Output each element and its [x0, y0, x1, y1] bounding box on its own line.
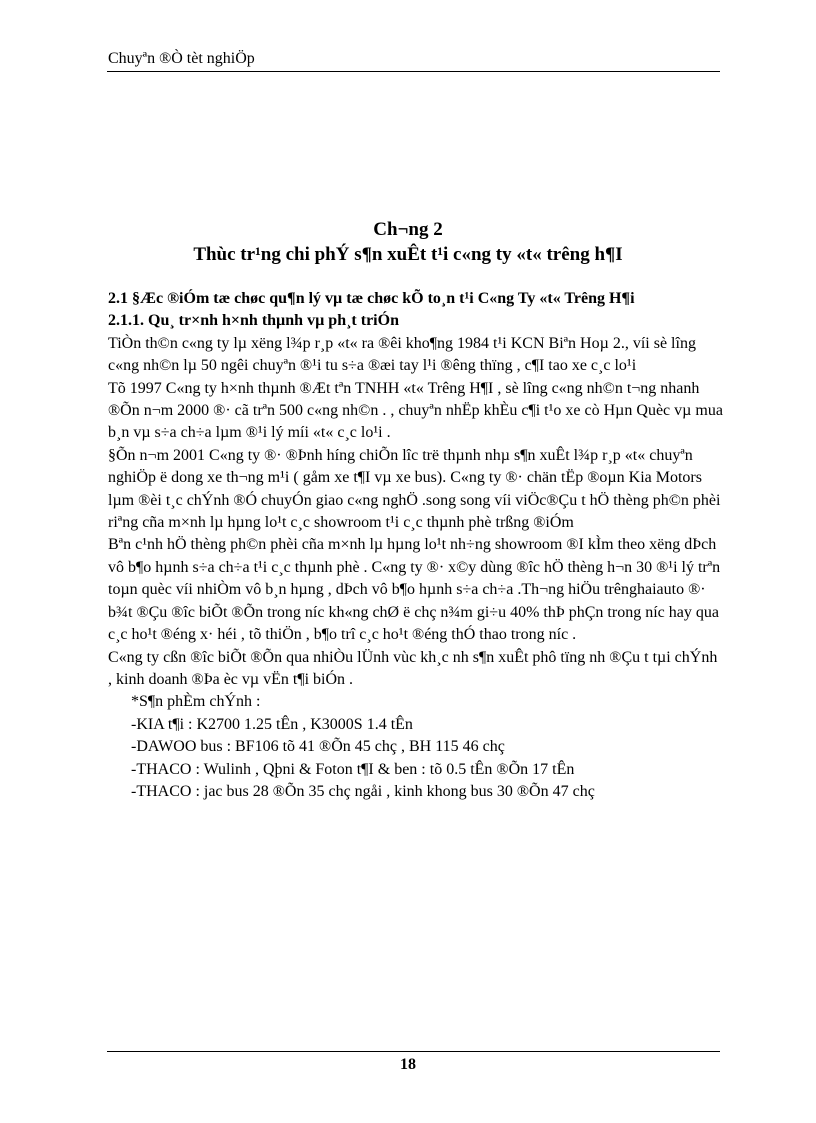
chapter-number: Ch¬ng 2: [373, 219, 443, 240]
products-label: *S¶n phÈm chÝnh :: [131, 693, 261, 711]
product-item: -KIA t¶i : K2700 1.25 tÊn , K3000S 1.4 tÊn: [131, 715, 413, 733]
product-item: -THACO : Wulinh , Qþni & Foton t¶I & ben : tõ 0.5 tÊn ®Õn 17 tÊn: [131, 760, 575, 778]
footer-divider: [107, 1051, 720, 1052]
document-body: [108, 288, 723, 803]
chapter-title: Thùc tr¹ng chi phÝ s¶n xuÊt t¹i c«ng ty «t« trêng h¶I: [193, 244, 623, 265]
page-number: 18: [400, 1056, 416, 1073]
product-item: -THACO : jac bus 28 ®Õn 35 chç ngåi , kinh khong bus 30 ®Õn 47 chç: [131, 782, 595, 800]
header-title: Chuyªn ®Ò tèt nghiÖp: [108, 50, 255, 67]
subsection-heading: 2.1.1. Qu¸ tr×nh h×nh thµnh vµ ph¸t triÓn: [108, 312, 399, 330]
section-heading: 2.1 §Æc ®iÓm tæ chøc qu¶n lý vµ tæ chøc kÕ to¸n t¹i C«ng Ty «t« Trêng H¶i: [108, 290, 635, 307]
paragraph: Bªn c¹nh hÖ thèng ph©n phèi cña m×nh lµ hµng lo¹t nh÷ng showroom ®I kÌm theo xëng dÞch vô b¶o hµnh s÷a ch÷a t¹i c¸c thµnh phè . C«ng ty ®· x©y dùng ®îc hÖ thèng h¬n 30 ®¹i lý trªn toµn quèc víi nhiÒm vô b¸n hµng , dÞch vô b¶o hµnh s÷a ch÷a .Th¬ng hiÖu trênghaiauto ®· b¾t ®Çu ®îc biÕt ®Õn trong níc kh«ng chØ ë chç n¾m gi÷u 40% thÞ phÇn trong níc hay qua c¸c ho¹t ®éng x· héi , tõ thiÖn , b¶o trî c¸c ho¹t ®éng thÓ thao trong níc .: [108, 536, 721, 644]
paragraph: §Õn n¬m 2001 C«ng ty ®· ®Þnh híng chiÕn lîc trë thµnh nhµ s¶n xuÊt l¾p r¸p «t« chuyªn nghiÖp ë dong xe th¬ng m¹i ( gåm xe t¶I vµ xe bus). C«ng ty ®· chän tËp ®oµn Kia Motors lµm ®èi t¸c chÝnh ®Ó chuyÓn giao c«ng nghÖ .song song víi viÖc®Çu t hÖ thèng ph©n phèi riªng cña m×nh lµ hµng lo¹t c¸c showroom t¹i c¸c thµnh phè trßng ®iÓm: [108, 446, 721, 532]
paragraph: TiÒn th©n c«ng ty lµ xëng l¾p r¸p «t« ra ®êi kho¶ng 1984 t¹i KCN Biªn Hoµ 2., víi sè lîng c«ng nh©n lµ 50 ngêi chuyªn ®¹i tu s÷a ®æi tay l¹i ®êng thïng , c¶I tao xe c¸c lo¹i: [108, 334, 696, 375]
paragraph: C«ng ty cßn ®îc biÕt ®Õn qua nhiÒu lÜnh vùc kh¸c nh s¶n xuÊt phô tïng nh ®Çu t tµi chÝnh , kinh doanh ®Þa èc vµ vËn t¶i biÓn .: [108, 648, 718, 688]
header-divider: [107, 71, 720, 72]
paragraph: Tõ 1997 C«ng ty h×nh thµnh ®Æt tªn TNHH «t« Trêng H¶I , sè lîng c«ng nh©n t¬ng nhanh ®Õn n¬m 2000 ®· cã trªn 500 c«ng nh©n . , chuyªn nhËp khÈu c¶i t¹o xe cò Hµn Quèc vµ mua b¸n vµ s÷a ch÷a lµm ®¹i lý míi «t« c¸c lo¹i .: [108, 379, 723, 442]
product-item: -DAWOO bus : BF106 tõ 41 ®Õn 45 chç , BH 115 46 chç: [131, 738, 505, 756]
